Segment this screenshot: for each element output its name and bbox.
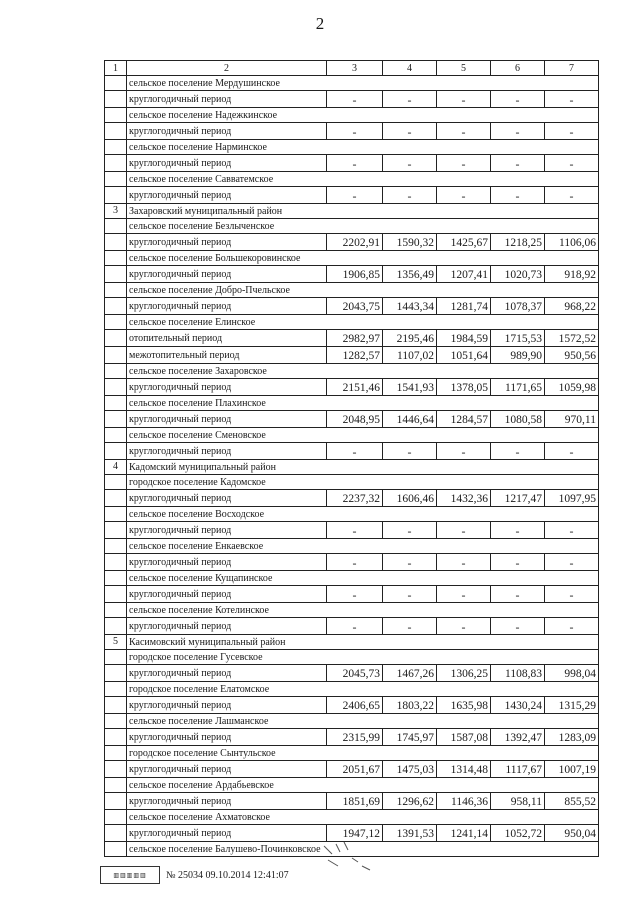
table-row (105, 586, 599, 603)
value-cell: - (437, 618, 491, 635)
value-cell: 2151,46 (327, 379, 383, 396)
value-cell: 2315,99 (327, 729, 383, 746)
table-row (105, 315, 599, 330)
value-cell: - (545, 123, 599, 140)
table-row (105, 682, 599, 697)
table-row (105, 443, 599, 460)
period-label: круглогодичный период (127, 761, 327, 778)
row-index: 3 (105, 204, 127, 219)
row-index (105, 187, 127, 204)
row-index (105, 428, 127, 443)
row-index (105, 379, 127, 396)
value-cell: 1984,59 (437, 330, 491, 347)
value-cell: 1059,98 (545, 379, 599, 396)
value-cell: 2406,65 (327, 697, 383, 714)
value-cell: 1108,83 (491, 665, 545, 682)
value-cell: - (383, 91, 437, 108)
value-cell: 1467,26 (383, 665, 437, 682)
settlement-name: сельское поселение Большекоровинское (127, 251, 599, 266)
period-label: круглогодичный период (127, 554, 327, 571)
settlement-name: сельское поселение Елинское (127, 315, 599, 330)
settlement-name: сельское поселение Надежкинское (127, 108, 599, 123)
table-row (105, 411, 599, 428)
period-label: круглогодичный период (127, 298, 327, 315)
value-cell: 1590,32 (383, 234, 437, 251)
table-row (105, 665, 599, 682)
value-cell: - (327, 155, 383, 172)
value-cell: - (383, 522, 437, 539)
value-cell: 2202,91 (327, 234, 383, 251)
settlement-name: сельское поселение Безлыченское (127, 219, 599, 234)
table-row (105, 219, 599, 234)
table-row (105, 746, 599, 761)
value-cell: 1715,53 (491, 330, 545, 347)
value-cell: 1020,73 (491, 266, 545, 283)
row-index (105, 475, 127, 490)
value-cell: - (437, 586, 491, 603)
row-index (105, 396, 127, 411)
value-cell: 1475,03 (383, 761, 437, 778)
value-cell: 1117,67 (491, 761, 545, 778)
table-row (105, 554, 599, 571)
row-index (105, 490, 127, 507)
value-cell: 1281,74 (437, 298, 491, 315)
value-cell: - (383, 187, 437, 204)
row-index (105, 714, 127, 729)
row-index (105, 330, 127, 347)
value-cell: 2982,97 (327, 330, 383, 347)
row-index (105, 298, 127, 315)
row-index (105, 810, 127, 825)
value-cell: - (491, 91, 545, 108)
value-cell: 1052,72 (491, 825, 545, 842)
document-footer (100, 866, 289, 884)
signature-marks (318, 840, 388, 880)
row-index (105, 793, 127, 810)
table-row (105, 140, 599, 155)
table-row (105, 697, 599, 714)
value-cell: - (383, 554, 437, 571)
value-cell: - (327, 443, 383, 460)
value-cell: 1443,34 (383, 298, 437, 315)
row-index (105, 697, 127, 714)
settlement-name: сельское поселение Сменовское (127, 428, 599, 443)
value-cell: 1430,24 (491, 697, 545, 714)
table-row (105, 507, 599, 522)
row-index (105, 650, 127, 665)
value-cell: 1207,41 (437, 266, 491, 283)
district-name: Захаровский муниципальный район (127, 204, 599, 219)
value-cell: 2051,67 (327, 761, 383, 778)
table-row (105, 475, 599, 490)
table-row (105, 635, 599, 650)
row-index (105, 108, 127, 123)
value-cell: - (437, 443, 491, 460)
value-cell: - (437, 155, 491, 172)
table-row (105, 155, 599, 172)
row-index: 5 (105, 635, 127, 650)
settlement-name: сельское поселение Лашманское (127, 714, 599, 729)
table-row (105, 825, 599, 842)
value-cell: 968,22 (545, 298, 599, 315)
table-row (105, 396, 599, 411)
header-cell: 5 (437, 61, 491, 76)
value-cell: 1171,65 (491, 379, 545, 396)
value-cell: - (491, 443, 545, 460)
row-index (105, 682, 127, 697)
period-label: круглогодичный период (127, 490, 327, 507)
value-cell: - (383, 586, 437, 603)
value-cell: 1241,14 (437, 825, 491, 842)
period-label: круглогодичный период (127, 793, 327, 810)
value-cell: 1146,36 (437, 793, 491, 810)
settlement-name: городское поселение Елатомское (127, 682, 599, 697)
value-cell: 1282,57 (327, 347, 383, 364)
period-label: круглогодичный период (127, 825, 327, 842)
table-row (105, 330, 599, 347)
row-index (105, 411, 127, 428)
value-cell: 1432,36 (437, 490, 491, 507)
table-row (105, 347, 599, 364)
value-cell: 1635,98 (437, 697, 491, 714)
value-cell: - (327, 123, 383, 140)
table-row (105, 618, 599, 635)
row-index (105, 155, 127, 172)
row-index (105, 219, 127, 234)
header-cell: 2 (127, 61, 327, 76)
row-index (105, 618, 127, 635)
value-cell: 2237,32 (327, 490, 383, 507)
settlement-name: сельское поселение Балушево-Починковское (127, 842, 599, 857)
table-row (105, 108, 599, 123)
value-cell: 989,90 (491, 347, 545, 364)
row-index (105, 746, 127, 761)
value-cell: 1283,09 (545, 729, 599, 746)
doc-number: № 25034 09.10.2014 12:41:07 (166, 869, 289, 881)
value-cell: - (437, 91, 491, 108)
period-label: круглогодичный период (127, 187, 327, 204)
value-cell: - (491, 187, 545, 204)
header-cell: 6 (491, 61, 545, 76)
table-row (105, 539, 599, 554)
row-index (105, 825, 127, 842)
settlement-name: сельское поселение Енкаевское (127, 539, 599, 554)
value-cell: - (383, 443, 437, 460)
table-row (105, 729, 599, 746)
value-cell: 998,04 (545, 665, 599, 682)
value-cell: - (545, 91, 599, 108)
row-index (105, 778, 127, 793)
table-row (105, 364, 599, 379)
period-label: круглогодичный период (127, 411, 327, 428)
value-cell: 950,56 (545, 347, 599, 364)
period-label: круглогодичный период (127, 697, 327, 714)
table-row (105, 793, 599, 810)
value-cell: 2048,95 (327, 411, 383, 428)
header-cell: 7 (545, 61, 599, 76)
table-row (105, 522, 599, 539)
value-cell: 1078,37 (491, 298, 545, 315)
value-cell: 970,11 (545, 411, 599, 428)
value-cell: 1314,48 (437, 761, 491, 778)
value-cell: - (327, 618, 383, 635)
row-index (105, 522, 127, 539)
value-cell: - (327, 91, 383, 108)
table-row (105, 234, 599, 251)
value-cell: 1587,08 (437, 729, 491, 746)
settlement-name: сельское поселение Захаровское (127, 364, 599, 379)
settlement-name: сельское поселение Мердушинское (127, 76, 599, 91)
value-cell: 1051,64 (437, 347, 491, 364)
value-cell: - (545, 443, 599, 460)
value-cell: 1391,53 (383, 825, 437, 842)
row-index (105, 315, 127, 330)
tariff-table (104, 60, 599, 857)
table-row (105, 204, 599, 219)
period-label: круглогодичный период (127, 586, 327, 603)
value-cell: - (327, 554, 383, 571)
period-label: круглогодичный период (127, 665, 327, 682)
value-cell: 1572,52 (545, 330, 599, 347)
settlement-name: городское поселение Сынтульское (127, 746, 599, 761)
row-index (105, 665, 127, 682)
row-index (105, 283, 127, 298)
table-row (105, 187, 599, 204)
value-cell: - (491, 618, 545, 635)
value-cell: 1803,22 (383, 697, 437, 714)
table-row (105, 428, 599, 443)
value-cell: - (491, 554, 545, 571)
district-name: Кадомский муниципальный район (127, 460, 599, 475)
value-cell: 1306,25 (437, 665, 491, 682)
row-index (105, 123, 127, 140)
table-row (105, 172, 599, 187)
period-label: круглогодичный период (127, 91, 327, 108)
value-cell: 2195,46 (383, 330, 437, 347)
settlement-name: сельское поселение Кущапинское (127, 571, 599, 586)
header-cell: 3 (327, 61, 383, 76)
value-cell: - (545, 522, 599, 539)
period-label: круглогодичный период (127, 522, 327, 539)
value-cell: 1378,05 (437, 379, 491, 396)
table-row (105, 76, 599, 91)
value-cell: - (383, 155, 437, 172)
period-label: межотопительный период (127, 347, 327, 364)
value-cell: 1007,19 (545, 761, 599, 778)
row-index (105, 554, 127, 571)
period-label: круглогодичный период (127, 618, 327, 635)
value-cell: 1080,58 (491, 411, 545, 428)
settlement-name: городское поселение Гусевское (127, 650, 599, 665)
table-row (105, 810, 599, 825)
value-cell: - (491, 586, 545, 603)
value-cell: 2043,75 (327, 298, 383, 315)
value-cell: - (327, 187, 383, 204)
period-label: круглогодичный период (127, 266, 327, 283)
value-cell: 1906,85 (327, 266, 383, 283)
settlement-name: сельское поселение Нарминское (127, 140, 599, 155)
row-index (105, 172, 127, 187)
value-cell: 1606,46 (383, 490, 437, 507)
period-label: круглогодичный период (127, 234, 327, 251)
table-row (105, 266, 599, 283)
table-row (105, 571, 599, 586)
table-row (105, 91, 599, 108)
value-cell: - (491, 123, 545, 140)
row-index (105, 364, 127, 379)
value-cell: 1392,47 (491, 729, 545, 746)
value-cell: - (545, 586, 599, 603)
value-cell: - (437, 522, 491, 539)
row-index (105, 842, 127, 857)
value-cell: 1851,69 (327, 793, 383, 810)
district-name: Касимовский муниципальный район (127, 635, 599, 650)
value-cell: 855,52 (545, 793, 599, 810)
settlement-name: сельское поселение Плахинское (127, 396, 599, 411)
value-cell: 2045,73 (327, 665, 383, 682)
settlement-name: сельское поселение Добро-Пчельское (127, 283, 599, 298)
table-row (105, 778, 599, 793)
table-row (105, 379, 599, 396)
table-row (105, 714, 599, 729)
header-cell: 4 (383, 61, 437, 76)
value-cell: 950,04 (545, 825, 599, 842)
row-index (105, 140, 127, 155)
row-index (105, 571, 127, 586)
period-label: круглогодичный период (127, 443, 327, 460)
value-cell: 1446,64 (383, 411, 437, 428)
value-cell: 1107,02 (383, 347, 437, 364)
value-cell: - (491, 522, 545, 539)
table-row (105, 603, 599, 618)
settlement-name: сельское поселение Котелинское (127, 603, 599, 618)
value-cell: 1284,57 (437, 411, 491, 428)
value-cell: - (383, 618, 437, 635)
value-cell: 1218,25 (491, 234, 545, 251)
value-cell: 918,92 (545, 266, 599, 283)
value-cell: - (545, 155, 599, 172)
period-label: круглогодичный период (127, 379, 327, 396)
table-row (105, 650, 599, 665)
row-index (105, 266, 127, 283)
table-body (105, 61, 599, 857)
row-index (105, 251, 127, 266)
settlement-name: городское поселение Кадомское (127, 475, 599, 490)
value-cell: 1541,93 (383, 379, 437, 396)
period-label: отопительный период (127, 330, 327, 347)
row-index (105, 347, 127, 364)
registry-stamp-icon: ▥▥▥▥▥ (100, 866, 160, 884)
settlement-name: сельское поселение Ардабьевское (127, 778, 599, 793)
value-cell: 1217,47 (491, 490, 545, 507)
value-cell: - (437, 554, 491, 571)
value-cell: 1296,62 (383, 793, 437, 810)
value-cell: - (383, 123, 437, 140)
period-label: круглогодичный период (127, 155, 327, 172)
value-cell: 958,11 (491, 793, 545, 810)
row-index (105, 443, 127, 460)
row-index (105, 586, 127, 603)
period-label: круглогодичный период (127, 729, 327, 746)
value-cell: - (545, 187, 599, 204)
row-index (105, 234, 127, 251)
value-cell: 1097,95 (545, 490, 599, 507)
header-cell: 1 (105, 61, 127, 76)
table-row (105, 123, 599, 140)
table-row (105, 460, 599, 475)
row-index (105, 507, 127, 522)
table-row (105, 283, 599, 298)
row-index (105, 76, 127, 91)
value-cell: - (491, 155, 545, 172)
settlement-name: сельское поселение Ахматовское (127, 810, 599, 825)
row-index (105, 91, 127, 108)
value-cell: - (327, 586, 383, 603)
table-row (105, 490, 599, 507)
page-number: 2 (315, 14, 325, 33)
row-index: 4 (105, 460, 127, 475)
value-cell: - (437, 123, 491, 140)
value-cell: 1106,06 (545, 234, 599, 251)
row-index (105, 761, 127, 778)
value-cell: - (545, 554, 599, 571)
row-index (105, 603, 127, 618)
row-index (105, 729, 127, 746)
value-cell: - (437, 187, 491, 204)
settlement-name: сельское поселение Савватемское (127, 172, 599, 187)
table-row (105, 298, 599, 315)
value-cell: - (327, 522, 383, 539)
value-cell: 1947,12 (327, 825, 383, 842)
table-row (105, 761, 599, 778)
period-label: круглогодичный период (127, 123, 327, 140)
value-cell: 1356,49 (383, 266, 437, 283)
settlement-name: сельское поселение Восходское (127, 507, 599, 522)
value-cell: 1425,67 (437, 234, 491, 251)
row-index (105, 539, 127, 554)
header-row (105, 61, 599, 76)
value-cell: - (545, 618, 599, 635)
value-cell: 1745,97 (383, 729, 437, 746)
value-cell: 1315,29 (545, 697, 599, 714)
table-row (105, 251, 599, 266)
